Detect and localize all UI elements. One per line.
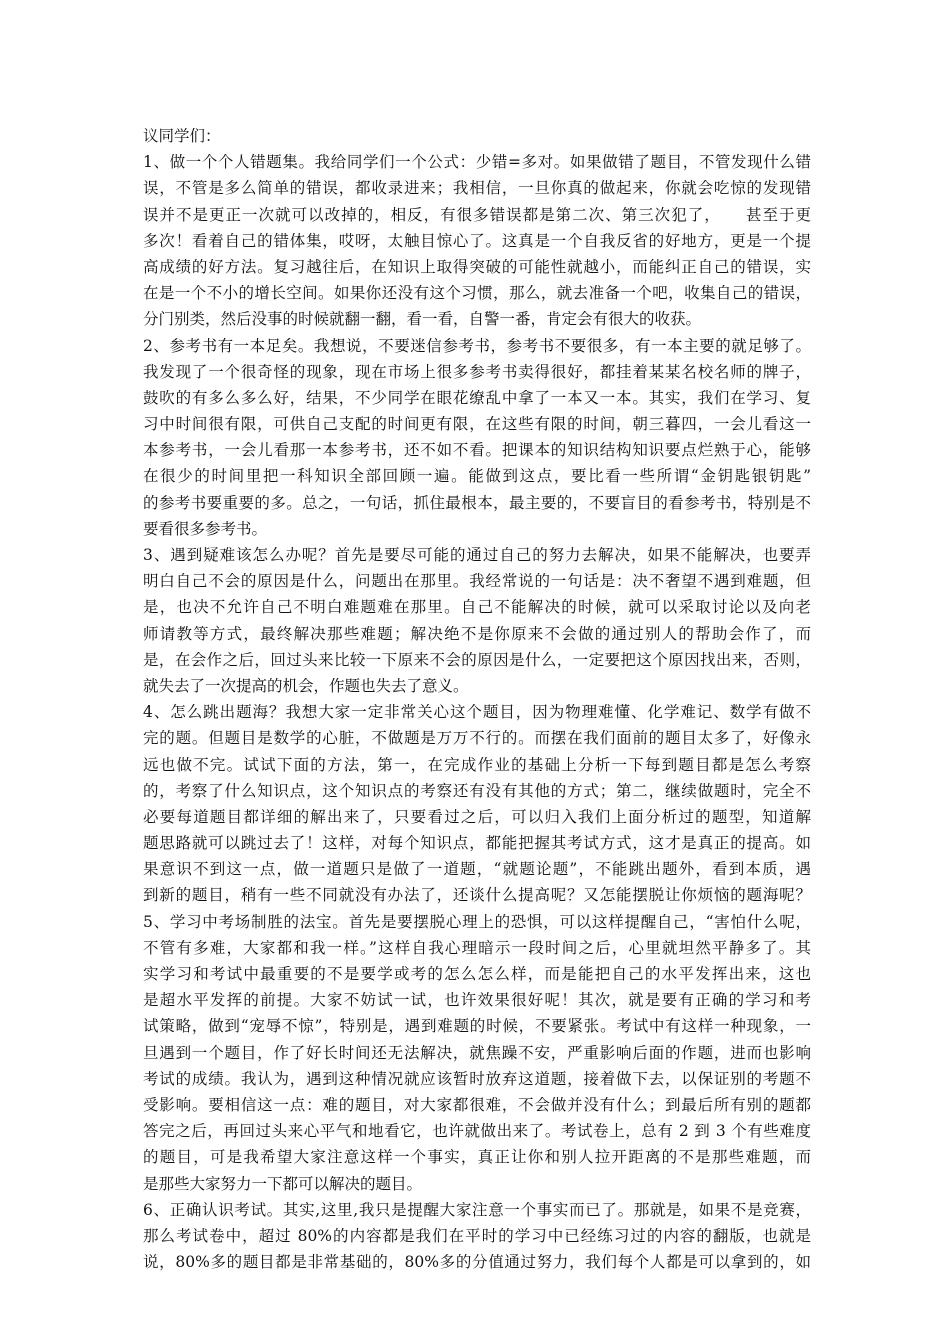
paragraph-line: 鼓吹的有多么多么好，结果，不少同学在眼花缭乱中拿了一本又一本。其实，我们在学习、复 <box>143 388 811 407</box>
paragraph-line: 是那些大家努力一下都可以解决的题目。 <box>143 1174 423 1193</box>
paragraph-line: 4、怎么跳出题海？我想大家一定非常关心这个题目，因为物理难懂、化学难记、数学有做不 <box>143 703 811 722</box>
paragraph-line: 多次！看着自己的错体集，哎呀，太触目惊心了。这真是一个自我反省的好地方，更是一个提 <box>143 231 811 250</box>
paragraph-line: 我发现了一个很奇怪的现象，现在市场上很多参考书卖得很好，都挂着某某名校名师的牌子， <box>143 362 811 381</box>
paragraph-line: 分门别类，然后没事的时候就翻一翻，看一看，自警一番，肯定会有很大的收获。 <box>143 310 702 329</box>
salutation-line: 议同学们： <box>143 127 221 145</box>
paragraph-line: 到新的题目，稍有一些不同就没有办法了，还谈什么提高呢？又怎能摆脱让你烦恼的题海呢？ <box>143 886 811 905</box>
paragraph-line: 完的题。但题目是数学的心脏，不做题是万万不行的。而摆在我们面前的题目太多了，好像永 <box>143 729 811 748</box>
paragraph-line: 果意识不到这一点，做一道题只是做了一道题，“就题论题”，不能跳出题外，看到本质，遇 <box>143 860 811 879</box>
paragraph-line: 的，考察了什么知识点，这个知识点的考察还有没有其他的方式；第二，继续做题时，完全不 <box>143 781 811 800</box>
paragraph-line: 3、遇到疑难该怎么办呢？首先是要尽可能的通过自己的努力去解决，如果不能解决，也要弄 <box>143 546 811 564</box>
paragraph-line: 必要每道题目都详细的解出来了，只要看过之后，可以归入我们上面分析过的题型，知道解 <box>143 807 811 826</box>
paragraph-line: 考试的成绩。我认为，遇到这种情况就应该暂时放弃这道题，接着做下去，以保证别的考题不 <box>143 1069 811 1088</box>
paragraph-line: 习中时间很有限，可供自己支配的时间更有限，在这些有限的时间，朝三暮四，一会儿看这一 <box>143 415 811 434</box>
paragraph-line: 高成绩的好方法。复习越往后，在知识上取得突破的可能性就越小，而能纠正自己的错误，实 <box>143 257 811 276</box>
paragraph-line: 要看很多参考书。 <box>143 519 268 538</box>
paragraph-line: 就失去了一次提高的机会，作题也失去了意义。 <box>143 676 469 695</box>
paragraph-line: 误，不管是多么简单的错误，都收录进来；我相信，一旦你真的做起来，你就会吃惊的发现错 <box>143 179 811 198</box>
paragraph-line: 本参考书，一会儿看那一本参考书，还不如不看。把课本的知识结构知识要点烂熟于心，能够 <box>143 441 811 460</box>
paragraph-line: 不管有多难，大家都和我一样。”这样自我心理暗示一段时间之后，心里就坦然平静多了。其 <box>143 938 811 957</box>
paragraph-line: 明白自己不会的原因是什么，问题出在那里。我经常说的一句话是：决不奢望不遇到难题，但 <box>143 572 811 591</box>
paragraph-line: 的参考书要重要的多。总之，一句话，抓住最根本，最主要的，不要盲目的看参考书，特别是不 <box>143 493 811 512</box>
paragraph-line: 师请教等方式，最终解决那些难题；解决绝不是你原来不会做的通过别人的帮助会作了，而 <box>143 624 811 643</box>
paragraph-line: 是超水平发挥的前提。大家不妨试一试，也许效果很好呢！其次，就是要有正确的学习和考 <box>143 991 811 1010</box>
paragraph-line: 2、参考书有一本足矣。我想说，不要迷信参考书，参考书不要很多，有一本主要的就足够了。 <box>143 336 811 355</box>
paragraph-line: 远也做不完。试试下面的方法，第一，在完成作业的基础上分析一下每到题目都是怎么考察 <box>143 755 811 774</box>
paragraph-line: 在是一个不小的增长空间。如果你还没有这个习惯，那么，就去准备一个吧，收集自己的错误， <box>143 284 811 303</box>
paragraph-line: 题思路就可以跳过去了！这样，对每个知识点，都能把握其考试方式，这才是真正的提高。如 <box>143 834 811 853</box>
paragraph-line: 1、做一个个人错题集。我给同学们一个公式：少错=多对。如果做错了题目，不管发现什么错 <box>143 153 811 172</box>
paragraph-line: 受影响。要相信这一点：难的题目，对大家都很难，不会做并没有什么；到最后所有别的题都 <box>143 1095 811 1114</box>
paragraph-line: 在很少的时间里把一科知识全部回顾一遍。能做到这点，要比看一些所谓“金钥匙银钥匙” <box>143 467 811 486</box>
paragraph-line: 误并不是更正一次就可以改掉的，相反，有很多错误都是第二次、第三次犯了， 甚至于更 <box>143 205 811 224</box>
paragraph-line: 答完之后，再回过头来心平气和地看它，也许就做出来了。考试卷上，总有 2 到 3 个有些难度 <box>143 1122 811 1141</box>
paragraph-line: 的题目，可是我希望大家注意这样一个事实，真正让你和别人拉开距离的不是那些难题，而 <box>143 1148 811 1167</box>
document-body <box>143 123 811 1275</box>
paragraph-line: 5、学习中考场制胜的法宝。首先是要摆脱心理上的恐惧，可以这样提醒自己，“害怕什么呢， <box>143 912 811 931</box>
paragraph-line: 是，在会作之后，回过头来比较一下原来不会的原因是什么，一定要把这个原因找出来，否则， <box>143 650 811 669</box>
paragraph-line: 旦遇到一个题目，作了好长时间还无法解决，就焦躁不安，严重影响后面的作题，进而也影响 <box>143 1043 811 1062</box>
paragraph-line: 6、正确认识考试。其实,这里,我只是提醒大家注意一个事实而已了。那就是，如果不是竞赛， <box>143 1200 811 1219</box>
paragraph-line: 那么考试卷中，超过 80%的内容都是我们在平时的学习中已经练习过的内容的翻版，也就是 <box>143 1226 811 1245</box>
paragraph-line: 实学习和考试中最重要的不是要学或考的怎么怎么样，而是能把自己的水平发挥出来，这也 <box>143 965 811 983</box>
paragraph-line: 说，80%多的题目都是非常基础的，80%多的分值通过努力，我们每个人都是可以拿到的，如 <box>143 1253 811 1272</box>
paragraph-line: 是，也决不允许自己不明白难题难在那里。自己不能解决的时候，就可以采取讨论以及向老 <box>143 598 811 617</box>
paragraph-line: 试策略，做到“宠辱不惊”，特别是，遇到难题的时候，不要紧张。考试中有这样一种现象，一 <box>143 1017 811 1036</box>
